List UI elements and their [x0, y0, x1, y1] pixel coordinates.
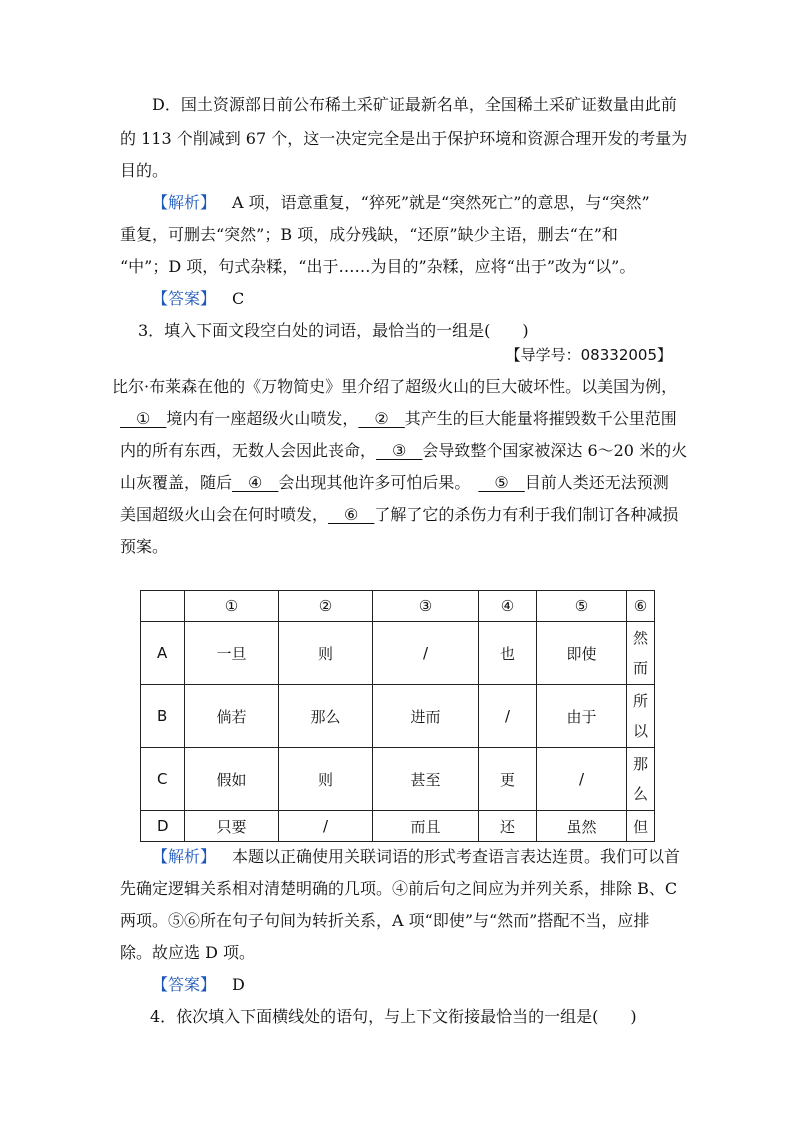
header-cell: ② [279, 591, 373, 622]
table-cell: 而且 [373, 811, 479, 842]
analysis-tag: 【解析】 [152, 193, 217, 212]
q2-answer-value: C [232, 289, 245, 308]
table-cell: 一旦 [185, 622, 279, 685]
header-cell: ① [185, 591, 279, 622]
q3-passage-line-5: 美国超级火山会在何时喷发，__⑥__了解了它的杀伤力有利于我们制订各种减损 [120, 505, 679, 524]
table-row [141, 748, 655, 811]
blank-5: __⑤__ [478, 473, 525, 492]
table-cell: 由于 [537, 685, 627, 748]
option-d-line-1: D．国土资源部日前公布稀土采矿证最新名单，全国稀土采矿证数量由此前 [152, 95, 677, 114]
option-d-line-2: 的 113 个削减到 67 个，这一决定完全是出于保护环境和资源合理开发的考量为 [120, 129, 688, 148]
table-row [141, 685, 655, 748]
table-cell: 倘若 [185, 685, 279, 748]
header-cell: ⑥ [627, 591, 655, 622]
q2-analysis-line-3: “中”；D 项，句式杂糅，“出于……为目的”杂糅，应将“出于”改为“以”。 [120, 257, 636, 276]
q2-answer-line [152, 288, 712, 310]
q3-passage-line-6: 预案。 [120, 537, 169, 556]
table-cell: 甚至 [373, 748, 479, 811]
q3-stem: 3．填入下面文段空白处的词语，最恰当的一组是( ) [138, 321, 529, 340]
q2-analysis-text-1: A 项，语意重复，“猝死”就是“突然死亡”的意思，与“突然” [232, 193, 650, 212]
row-label: B [141, 685, 185, 748]
q4-stem: 4．依次填入下面横线处的语句，与上下文衔接最恰当的一组是( ) [150, 1007, 637, 1026]
blank-2: __②__ [358, 409, 405, 428]
blank-1: __①__ [120, 409, 167, 428]
table-cell: 也 [479, 622, 537, 685]
table-cell: 虽然 [537, 811, 627, 842]
q3-answer-line [152, 974, 712, 996]
table-cell: / [479, 685, 537, 748]
header-cell [141, 591, 185, 622]
table-cell: 只要 [185, 811, 279, 842]
header-cell: ④ [479, 591, 537, 622]
analysis-tag: 【解析】 [152, 847, 217, 866]
header-cell: ③ [373, 591, 479, 622]
q3-analysis-line-4: 除。故应选 D 项。 [120, 943, 256, 962]
q3-passage-line-2: __①__境内有一座超级火山喷发，__②__其产生的巨大能量将摧毁数千公里范围 [120, 409, 677, 428]
blank-4: __④__ [232, 473, 279, 492]
q3-source: 【导学号：08332005】 [505, 346, 672, 364]
q3-passage-line-3: 内的所有东西，无数人会因此丧命，__③__会导致整个国家被深达 6～20 米的火 [120, 441, 688, 460]
table-cell: / [279, 811, 373, 842]
blank-3: __③__ [376, 441, 423, 460]
option-d-line-3: 目的。 [120, 161, 169, 180]
table-cell: / [373, 622, 479, 685]
table-cell: 进而 [373, 685, 479, 748]
table-cell: 还 [479, 811, 537, 842]
table-cell: 则 [279, 622, 373, 685]
table-row [141, 811, 655, 842]
table-header-row [141, 591, 655, 622]
table-cell: 那么 [279, 685, 373, 748]
table-cell: 但 [627, 811, 655, 842]
q3-analysis-line-2: 先确定逻辑关系相对清楚明确的几项。④前后句之间应为并列关系，排除 B、C [120, 879, 678, 898]
options-table [140, 590, 655, 842]
q3-analysis-text-1: 本题以正确使用关联词语的形式考查语言表达连贯。我们可以首 [232, 847, 681, 866]
header-cell: ⑤ [537, 591, 627, 622]
answer-tag: 【答案】 [152, 975, 217, 994]
row-label: A [141, 622, 185, 685]
blank-6: __⑥__ [328, 505, 375, 524]
table-cell: 即使 [537, 622, 627, 685]
q3-analysis-line-1 [152, 846, 712, 868]
q3-passage-line-1: 比尔·布莱森在他的《万物简史》里介绍了超级火山的巨大破坏性。以美国为例， [112, 377, 678, 396]
q2-analysis-line-2: 重复，可删去“突然”；B 项，成分残缺，“还原”缺少主语，删去“在”和 [120, 225, 618, 244]
answer-tag: 【答案】 [152, 289, 217, 308]
table-row [141, 622, 655, 685]
table-cell: 所以 [627, 685, 655, 748]
q3-answer-value: D [232, 975, 245, 994]
q3-passage-line-4: 山灰覆盖，随后__④__会出现其他许多可怕后果。 __⑤__目前人类还无法预测 [120, 473, 669, 492]
table-cell: / [537, 748, 627, 811]
table-cell: 那么 [627, 748, 655, 811]
q2-analysis-line-1 [152, 192, 712, 214]
table-cell: 然而 [627, 622, 655, 685]
table-cell: 更 [479, 748, 537, 811]
row-label: C [141, 748, 185, 811]
table-cell: 则 [279, 748, 373, 811]
table-cell: 假如 [185, 748, 279, 811]
q3-analysis-line-3: 两项。⑤⑥所在句子句间为转折关系，A 项“即使”与“然而”搭配不当，应排 [120, 911, 650, 930]
row-label: D [141, 811, 185, 842]
